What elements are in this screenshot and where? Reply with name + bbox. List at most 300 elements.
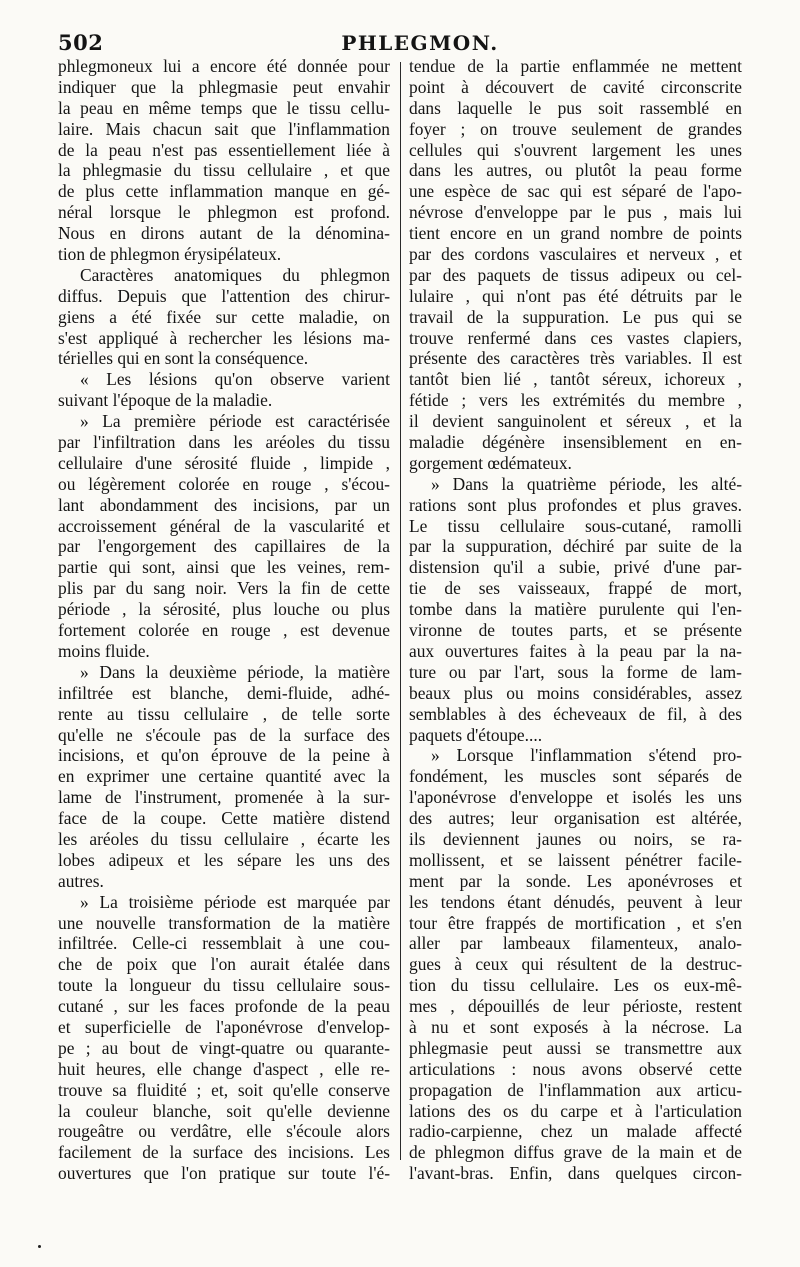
word: profondes — [547, 494, 618, 515]
word: tour — [409, 912, 438, 933]
word: Il — [701, 348, 713, 369]
text-line — [409, 98, 742, 119]
word: main — [659, 1142, 695, 1163]
word: » — [80, 661, 89, 682]
word: phlegmoneux — [58, 56, 153, 76]
text-line — [58, 683, 390, 704]
word: leur — [582, 996, 610, 1017]
text-line — [409, 1038, 742, 1059]
word: séparés — [657, 766, 710, 787]
word: par — [93, 578, 116, 599]
word: Les — [364, 1142, 390, 1163]
text-line — [58, 1017, 390, 1038]
word: destruc- — [685, 954, 742, 975]
word: cellulaire — [499, 515, 565, 536]
word: s'écoule — [286, 1121, 342, 1142]
text-line — [409, 620, 742, 641]
word: noirs, — [633, 828, 674, 849]
word: des — [213, 536, 237, 557]
word: pus — [654, 306, 679, 327]
word: cellulaire — [276, 975, 342, 996]
word: une — [409, 181, 435, 202]
word: se — [690, 828, 706, 849]
word: la — [624, 1016, 638, 1037]
word: vaisseaux, — [518, 578, 590, 599]
word: coupe. — [160, 808, 207, 829]
word: blanche, — [169, 682, 229, 703]
word: éprouve — [211, 745, 268, 766]
word: tendue — [409, 56, 456, 76]
word: de — [702, 536, 719, 557]
word: à — [316, 787, 325, 808]
word: de — [249, 724, 266, 745]
word: deuxième — [169, 661, 237, 682]
word: qui — [482, 285, 505, 306]
word: nombre — [609, 223, 663, 244]
word: périoste, — [622, 996, 683, 1017]
word: pratique — [218, 1163, 276, 1184]
text-line — [58, 160, 390, 181]
word: verdâtre, — [170, 1121, 232, 1142]
word: la — [637, 1142, 650, 1163]
word: carpe — [560, 1100, 598, 1121]
word: vironne — [409, 620, 463, 641]
word: lobes — [58, 849, 95, 870]
word: cel- — [715, 264, 742, 285]
word: est — [655, 808, 676, 829]
word: certaine — [198, 766, 254, 787]
word: l'infiltration — [93, 432, 176, 453]
word: que — [181, 285, 207, 306]
word: giens — [58, 306, 95, 327]
text-line — [409, 411, 742, 432]
word: de — [185, 1016, 202, 1037]
word: , — [450, 996, 455, 1017]
text-line — [409, 1121, 742, 1142]
word: de — [638, 703, 656, 724]
word: la — [601, 661, 614, 682]
word: assez — [705, 682, 742, 703]
word: facilement — [58, 1142, 132, 1163]
word: des — [476, 348, 501, 369]
word: de — [673, 223, 690, 244]
word: les — [504, 766, 524, 787]
text-line — [58, 474, 390, 495]
text-line — [58, 1163, 390, 1184]
word: et, — [211, 1079, 229, 1100]
word: qui — [677, 599, 700, 620]
word: la — [629, 160, 642, 181]
word: sont — [467, 494, 497, 515]
word: dégénère — [482, 432, 545, 453]
word: en — [109, 223, 127, 244]
word: » — [431, 745, 440, 766]
word: veines, — [297, 557, 347, 578]
word: insensiblement — [562, 432, 668, 453]
word: ou — [545, 160, 563, 181]
word: le — [528, 97, 542, 118]
word: le — [729, 285, 742, 306]
word: purulente — [598, 599, 665, 620]
text-line — [409, 1101, 742, 1122]
word: les — [233, 432, 253, 453]
word: sous-cutané, — [584, 515, 672, 536]
word: adipeux — [620, 264, 676, 285]
word: cette — [251, 306, 285, 327]
word: s'ouvrent — [514, 139, 578, 160]
word: et — [606, 787, 619, 808]
word: vers — [478, 390, 508, 411]
word: le — [286, 97, 300, 118]
word: séreux — [626, 411, 672, 432]
word: la — [496, 306, 510, 327]
word: facile- — [697, 849, 742, 870]
text-line — [409, 871, 742, 892]
word: profonde — [234, 996, 298, 1017]
word: espèce — [444, 181, 491, 202]
word: dénudés, — [553, 891, 615, 912]
word: soit — [598, 97, 624, 118]
word: à — [498, 703, 507, 724]
word: ; — [461, 390, 467, 411]
word: détruits — [630, 285, 683, 306]
word: toute — [321, 1163, 357, 1184]
word: extrémités — [552, 390, 626, 411]
word: aussi — [546, 1037, 582, 1058]
word: cou- — [359, 933, 390, 954]
word: du — [450, 975, 469, 996]
word: cutané — [58, 996, 104, 1017]
word: à — [602, 1016, 611, 1037]
word: aller — [409, 933, 440, 954]
word: la — [596, 640, 609, 661]
word: re- — [370, 1058, 390, 1079]
word: aurait — [249, 954, 290, 975]
text-line — [58, 307, 390, 328]
word: liée — [346, 139, 372, 160]
word: est — [275, 411, 295, 432]
word: change — [192, 1058, 243, 1079]
word: leur — [714, 891, 742, 912]
word: des — [467, 1100, 491, 1121]
word: du — [173, 160, 192, 181]
word: plus — [463, 682, 493, 703]
word: Nous — [58, 223, 95, 244]
word: du — [327, 432, 346, 453]
word: les — [675, 139, 696, 160]
word: à — [634, 1100, 643, 1121]
word: , — [385, 452, 390, 473]
word: séreux, — [602, 369, 652, 390]
word: cellu- — [350, 97, 390, 118]
word: ressemblait — [202, 933, 282, 954]
word: fluidité — [136, 1079, 187, 1100]
word: à — [699, 703, 707, 724]
word: rouge — [230, 620, 271, 641]
text-line — [58, 516, 390, 537]
word: quarante- — [324, 1037, 390, 1058]
word: se — [595, 1037, 611, 1058]
word: restent — [695, 996, 742, 1017]
word: sont — [489, 1016, 519, 1037]
word: la — [660, 954, 673, 975]
word: de — [676, 181, 693, 202]
word: frappé — [607, 578, 653, 599]
word: par — [663, 640, 686, 661]
word: est — [266, 891, 287, 912]
word: écheveaux — [553, 703, 627, 724]
text-line — [58, 453, 390, 474]
word: huit — [58, 1058, 86, 1079]
word: dans — [544, 327, 577, 348]
word: a — [191, 56, 200, 76]
word: est — [722, 348, 742, 369]
word: ichoreux — [664, 369, 726, 390]
word: essentiellement — [228, 139, 336, 160]
word: de — [478, 620, 495, 641]
text-line — [58, 725, 390, 746]
word: promenée — [234, 787, 304, 808]
word: l'instrument, — [134, 787, 222, 808]
word: pe — [58, 1037, 75, 1058]
word: par — [58, 432, 81, 453]
word: fin — [300, 578, 321, 599]
word: des — [441, 244, 465, 265]
word: infiltrée — [58, 682, 114, 703]
word: rem- — [357, 557, 390, 578]
word: grand — [560, 223, 600, 244]
word: étalée — [303, 954, 345, 975]
text-line — [58, 892, 390, 913]
word: Les — [613, 975, 639, 996]
text-line — [409, 348, 742, 369]
word: Celle-ci — [132, 933, 188, 954]
word: soit — [226, 1100, 252, 1121]
word: l'on — [181, 1163, 207, 1184]
word: cavité — [602, 76, 645, 97]
word: filamenteux, — [590, 933, 679, 954]
text-line — [409, 432, 742, 453]
word: au — [107, 703, 124, 724]
word: la — [495, 56, 509, 76]
word: par — [334, 494, 357, 515]
word: peut — [292, 76, 323, 97]
word: suite — [658, 536, 692, 557]
word: par — [459, 870, 482, 891]
text-line — [58, 119, 390, 140]
word: d'envelop- — [317, 1016, 390, 1037]
word: la — [58, 97, 71, 118]
word: sanguinolent — [497, 411, 587, 432]
word: incisions, — [58, 745, 125, 766]
word: maladie — [409, 432, 465, 453]
word: considérables, — [592, 682, 692, 703]
word: vascularité — [288, 515, 365, 536]
word: lulaire — [409, 285, 454, 306]
word: subie, — [558, 557, 601, 578]
word: ou — [295, 1037, 314, 1058]
word: limpide — [319, 452, 374, 473]
text-line — [58, 348, 390, 369]
word: d'aspect — [252, 1058, 309, 1079]
word: et — [703, 1142, 717, 1163]
word: elle — [156, 1058, 182, 1079]
word: vastes — [626, 327, 670, 348]
word: des — [718, 703, 742, 724]
text-line — [58, 578, 390, 599]
word: ceux — [475, 954, 509, 975]
word: autres, — [486, 160, 533, 181]
word: en — [122, 97, 140, 118]
word: La — [723, 1016, 742, 1037]
word: qui — [559, 181, 583, 202]
word: de — [142, 1142, 159, 1163]
line-text: suivant l'époque de la maladie. — [58, 390, 273, 411]
word: , — [262, 703, 268, 724]
word: , — [303, 452, 308, 473]
word: distension — [409, 557, 480, 578]
word: dénomina- — [315, 223, 390, 244]
word: des — [366, 724, 390, 745]
word: la — [509, 599, 522, 620]
word: de — [256, 223, 274, 244]
text-line — [409, 557, 742, 578]
word: phlegmon — [434, 1142, 505, 1163]
word: surface — [192, 1142, 244, 1163]
word: laquelle — [457, 97, 513, 118]
word: transformation — [168, 912, 271, 933]
word: plutôt — [575, 160, 617, 181]
word: des — [253, 1142, 278, 1163]
word: la — [377, 536, 390, 557]
word: marquée — [297, 891, 357, 912]
word: caractérisée — [307, 411, 390, 432]
text-line — [58, 662, 390, 683]
word: que — [230, 557, 256, 578]
word: quelques — [615, 1163, 678, 1184]
word: de — [542, 264, 559, 285]
word: alté- — [711, 473, 742, 494]
word: l'inflammation — [288, 118, 390, 139]
text-line — [58, 620, 390, 641]
word: sous- — [353, 975, 390, 996]
word: cordons — [474, 244, 530, 265]
word: les — [295, 849, 315, 870]
word: , — [685, 411, 690, 432]
word: que — [364, 160, 390, 181]
word: de — [279, 745, 296, 766]
word: donnée — [297, 56, 348, 76]
word: analo- — [698, 933, 742, 954]
word: articulations — [409, 1058, 495, 1079]
word: articu- — [696, 1079, 742, 1100]
word: rassemblé — [639, 97, 710, 118]
word: un — [590, 1121, 609, 1142]
word: de — [670, 578, 687, 599]
word: s'écoule — [145, 724, 201, 745]
word: sérosité — [184, 452, 238, 473]
word: encore — [449, 223, 497, 244]
word: peau — [357, 996, 390, 1017]
word: ma- — [362, 327, 390, 348]
word: leur — [510, 808, 538, 829]
word: est — [131, 682, 152, 703]
text-line — [58, 223, 390, 244]
word: tie — [409, 578, 427, 599]
word: telle — [311, 703, 342, 724]
text-line — [409, 119, 742, 140]
text-line — [409, 599, 742, 620]
word: et — [58, 1016, 71, 1037]
word: bien — [461, 369, 491, 390]
word: par- — [714, 557, 742, 578]
word: Lorsque — [456, 745, 514, 766]
word: diffus — [513, 1142, 555, 1163]
word: en — [506, 223, 523, 244]
word: Les — [106, 369, 132, 390]
word: incisions. — [287, 1142, 355, 1163]
word: ne — [661, 56, 678, 76]
line-text: paquets d'étoupe.... — [409, 724, 543, 745]
word: de — [233, 515, 251, 536]
word: pas — [562, 285, 587, 306]
word: autant — [199, 223, 242, 244]
word: lambeaux — [502, 933, 571, 954]
word: quantité — [265, 766, 322, 787]
word: devienne — [327, 1100, 390, 1121]
text-line — [58, 745, 390, 766]
word: des — [305, 285, 329, 306]
text-line — [409, 808, 742, 829]
word: fixée — [166, 306, 202, 327]
word: elle — [334, 1058, 360, 1079]
word: dirons — [140, 223, 185, 244]
word: la — [501, 473, 514, 494]
word: par — [409, 264, 432, 285]
word: rechercher — [188, 327, 262, 348]
word: plus — [232, 599, 262, 620]
word: aux — [716, 1037, 742, 1058]
word: Vers — [237, 578, 268, 599]
word: de — [444, 578, 461, 599]
line-text: térielles qui en sont la conséquence. — [58, 348, 309, 369]
word: les — [203, 849, 224, 870]
word: de — [507, 1079, 524, 1100]
word: on — [480, 118, 498, 139]
word: Depuis — [117, 285, 167, 306]
word: dans — [409, 97, 441, 118]
word: des — [518, 703, 542, 724]
word: tissu — [203, 160, 236, 181]
word: rougeâtre — [58, 1121, 124, 1142]
word: , — [737, 390, 742, 411]
word: conserve — [328, 1079, 390, 1100]
text-line — [58, 850, 390, 871]
word: , — [663, 202, 668, 223]
word: sa — [112, 1079, 127, 1100]
text-line — [58, 286, 390, 307]
word: surface — [303, 724, 355, 745]
word: ment — [409, 870, 444, 891]
word: et — [610, 1100, 623, 1121]
word: , — [323, 160, 329, 181]
word: Le — [622, 306, 641, 327]
word: ; — [196, 1079, 202, 1100]
word: présente — [409, 348, 467, 369]
word: , — [122, 599, 127, 620]
word: la — [138, 599, 151, 620]
word: la — [729, 411, 742, 432]
